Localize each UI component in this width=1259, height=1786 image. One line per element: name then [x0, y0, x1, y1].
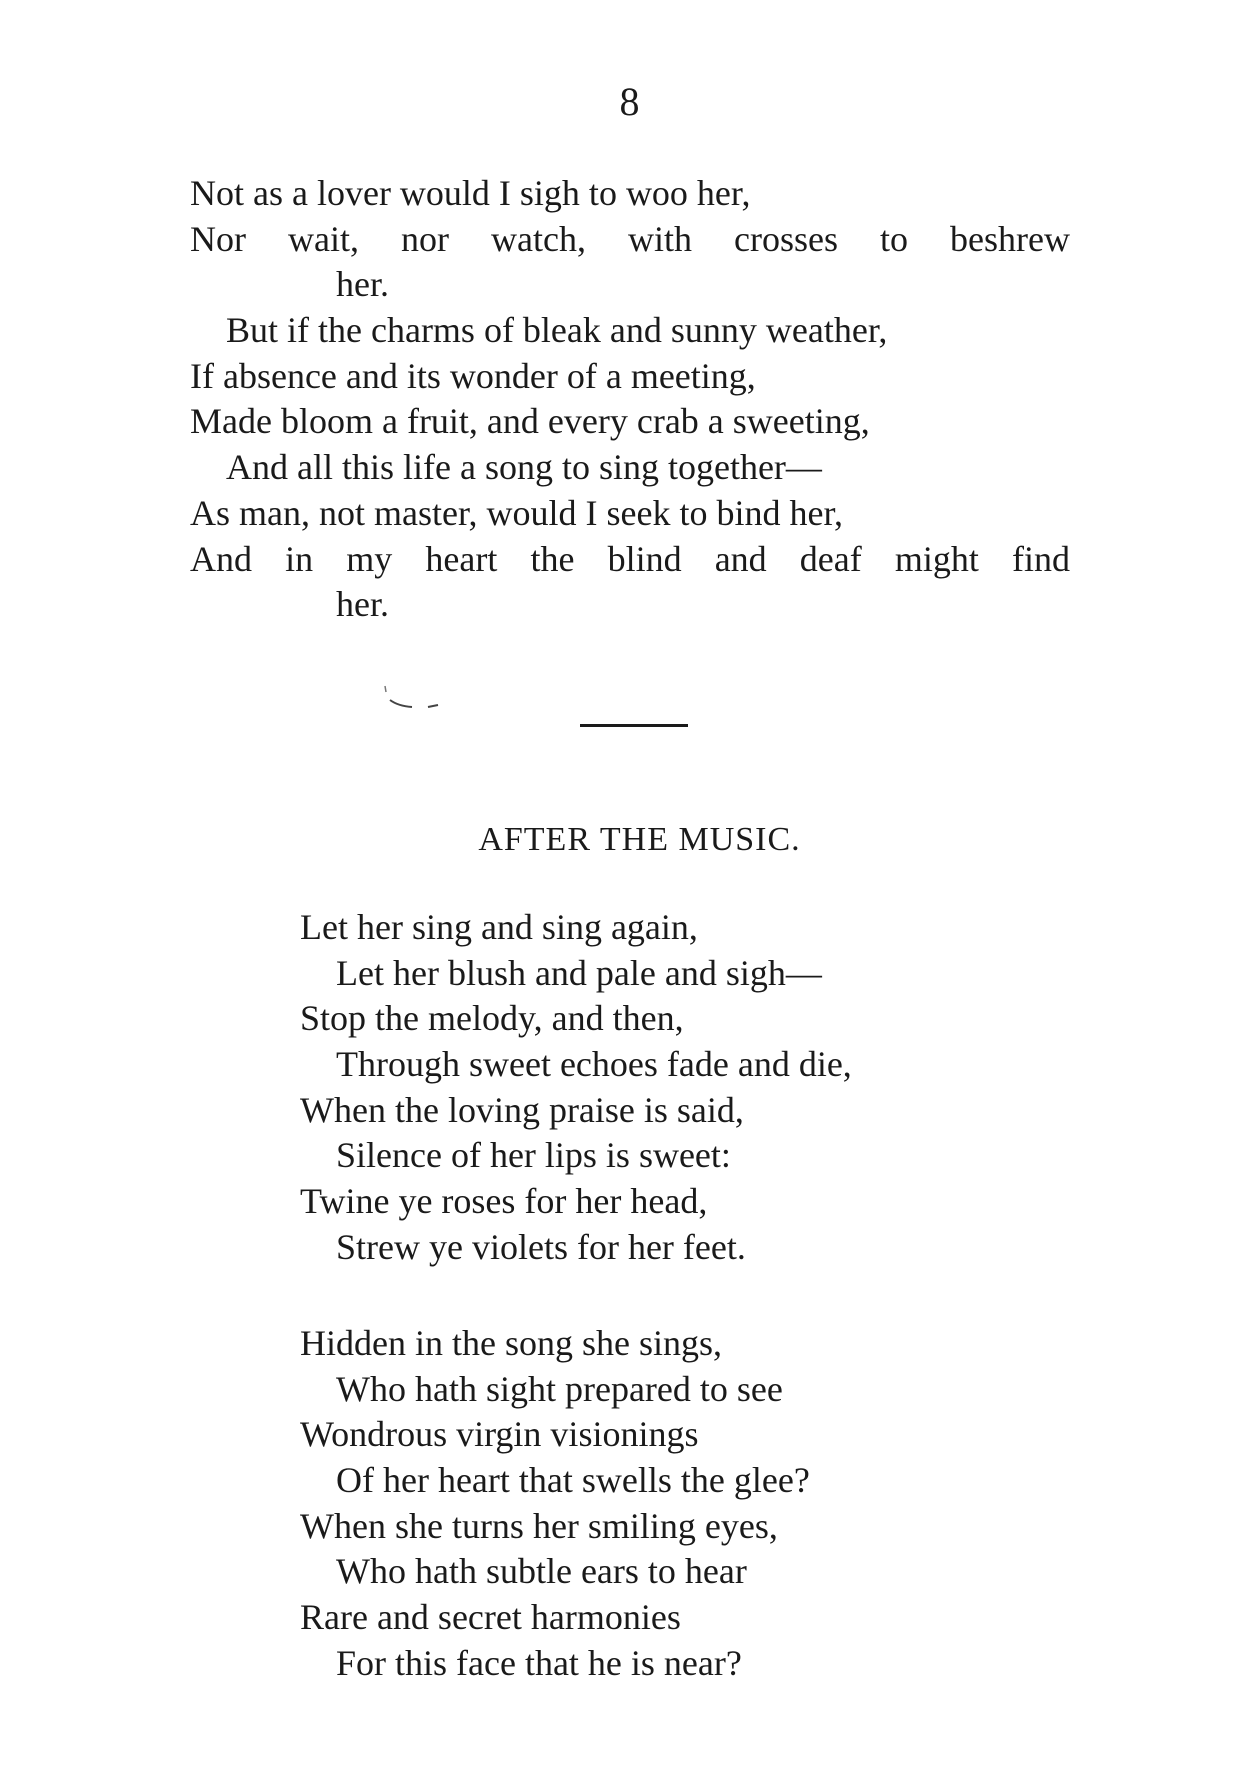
poem-line: Twine ye roses for her head, — [300, 1181, 708, 1222]
poem-line: Stop the melody, and then, — [300, 998, 684, 1039]
ink-speck-mark — [382, 684, 472, 714]
poem-line: Through sweet echoes fade and die, — [336, 1044, 852, 1085]
page-number: 8 — [619, 79, 640, 124]
poem-line: Let her sing and sing again, — [300, 907, 698, 947]
section-divider — [580, 724, 688, 727]
poem-line: Nor wait, nor watch, with crosses to beshrew — [190, 218, 1070, 259]
poem-line: Made bloom a fruit, and every crab a sweeting, — [190, 401, 870, 442]
poem-line: Not as a lover would I sigh to woo her, — [190, 173, 751, 213]
poem-line: Hidden in the song she sings, — [300, 1323, 722, 1363]
poem-line: As man, not master, would I seek to bind her, — [190, 492, 843, 533]
poem-line: When the loving praise is said, — [300, 1089, 744, 1130]
poem-line: Who hath sight prepared to see — [336, 1368, 783, 1409]
poem-line: But if the charms of bleak and sunny weather, — [226, 310, 888, 351]
poem-line: Of her heart that swells the glee? — [336, 1460, 810, 1501]
poem-title: AFTER THE MUSIC. — [478, 821, 801, 858]
poem-line-continuation: her. — [336, 584, 389, 625]
poem-line: Silence of her lips is sweet: — [336, 1135, 731, 1176]
poem-line: And in my heart the blind and deaf might find — [190, 538, 1070, 579]
poem-line: Strew ye violets for her feet. — [336, 1226, 746, 1267]
poem-line: When she turns her smiling eyes, — [300, 1505, 778, 1546]
poem-line: Let her blush and pale and sigh— — [336, 952, 822, 993]
poem-line: Who hath subtle ears to hear — [336, 1551, 747, 1592]
poem-line: Wondrous virgin visionings — [300, 1414, 699, 1455]
poem-stanza — [300, 905, 852, 1271]
poem-line: And all this life a song to sing together— — [226, 447, 822, 488]
poem-line: For this face that he is near? — [336, 1642, 742, 1683]
poem-stanza — [300, 1321, 810, 1687]
poem-line-continuation: her. — [336, 264, 389, 305]
previous-poem-ending — [190, 171, 1070, 628]
poem-line: If absence and its wonder of a meeting, — [190, 355, 756, 396]
poem-line: Rare and secret harmonies — [300, 1597, 681, 1638]
